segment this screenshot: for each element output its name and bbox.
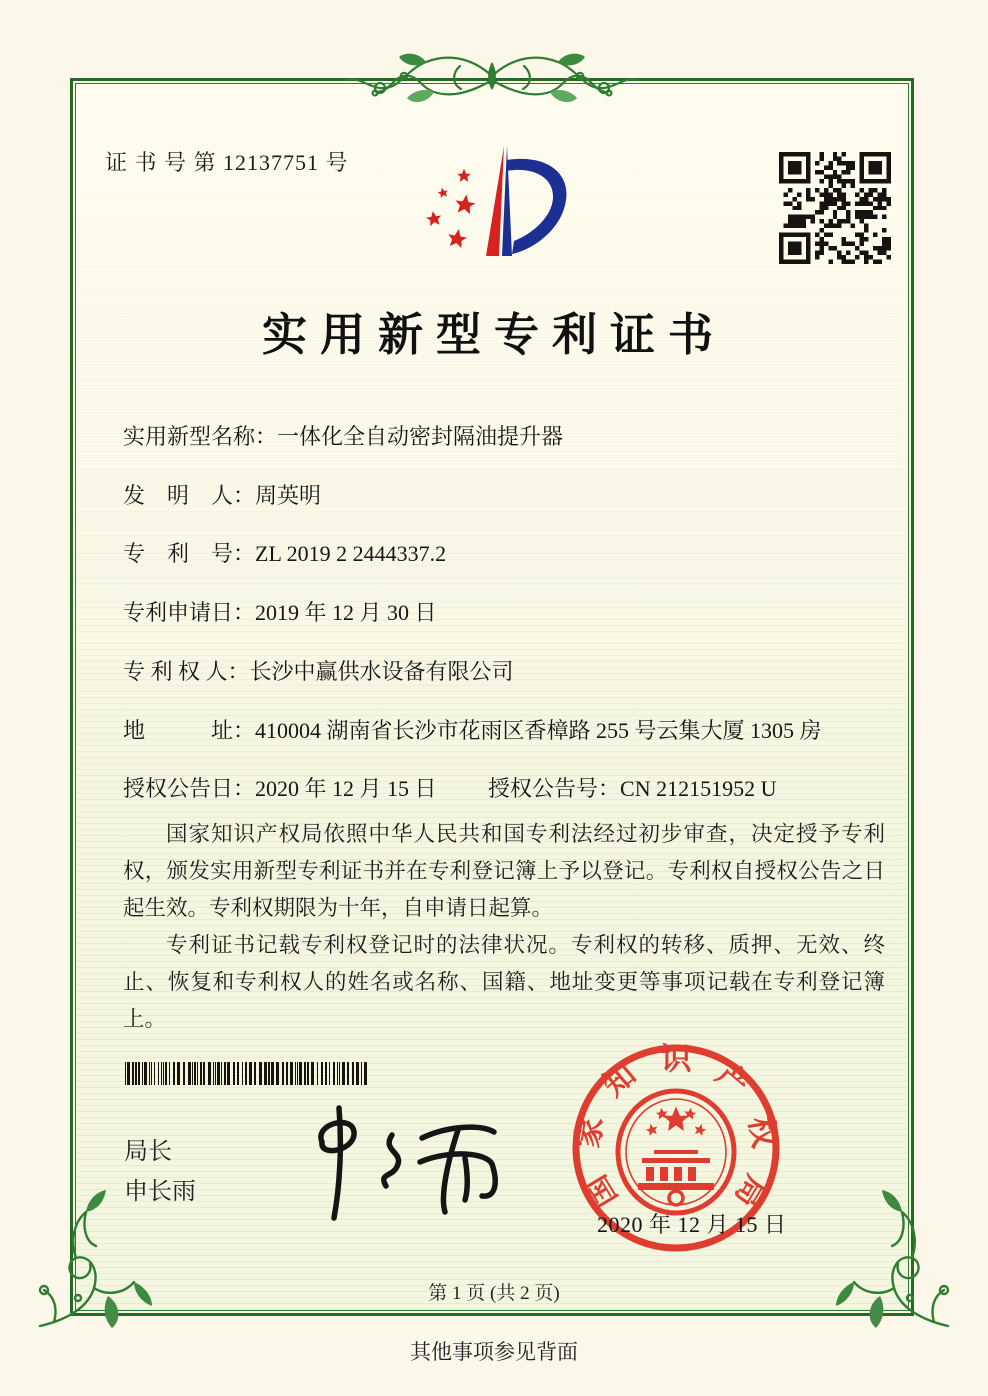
field-row-address — [123, 714, 893, 745]
field-label: 实用新型名称： — [123, 424, 278, 449]
legal-paragraph: 专利证书记载专利权登记时的法律状况。专利权的转移、质押、无效、终止、恢复和专利权人的姓名或名称、国籍、地址变更等事项记载在专利登记簿上。 — [123, 933, 885, 1031]
field-value: 长沙中赢供水设备有限公司 — [249, 659, 514, 684]
field-label: 专利申请日： — [123, 600, 256, 625]
field-label: 地 址： — [123, 718, 256, 743]
director-title: 局长 — [124, 1138, 172, 1165]
field-value: 周英明 — [255, 483, 322, 508]
grant-number-value: CN 212151952 U — [620, 776, 777, 801]
certificate-title: 实用新型专利证书 — [261, 310, 726, 360]
field-value: 2019 年 12 月 30 日 — [255, 600, 437, 625]
field-label: 发 明 人： — [123, 483, 256, 508]
grant-date-value: 2020 年 12 月 15 日 — [255, 776, 437, 801]
field-value: ZL 2019 2 2444337.2 — [255, 541, 447, 566]
field-label: 专 利 权 人： — [123, 659, 250, 684]
barcode — [125, 1062, 373, 1085]
grant-date-label: 授权公告日： — [123, 776, 256, 801]
grant-number-group — [488, 772, 776, 803]
grant-number-label: 授权公告号： — [488, 776, 621, 801]
corner-flourish-icon — [34, 1178, 166, 1330]
field-row-filing-date — [123, 596, 893, 627]
director-name: 申长雨 — [124, 1178, 196, 1205]
field-value: 410004 湖南省长沙市花雨区香樟路 255 号云集大厦 1305 房 — [255, 718, 822, 743]
legal-paragraph: 国家知识产权局依照中华人民共和国专利法经过初步审查，决定授予专利权，颁发实用新型专利证书并在专利登记簿上予以登记。专利权自授权公告之日起生效。专利权期限为十年，自申请日起算。 — [123, 822, 885, 920]
seal-date: 2020 年 12 月 15 日 — [597, 1212, 787, 1237]
corner-flourish-icon — [822, 1178, 954, 1330]
director-signature-icon — [262, 1100, 512, 1230]
field-label: 专 利 号： — [123, 541, 256, 566]
certificate-number: 证 书 号 第 12137751 号 — [105, 150, 349, 175]
legal-text — [123, 816, 885, 1038]
field-value: 一体化全自动密封隔油提升器 — [277, 424, 564, 449]
field-row-grant — [123, 772, 893, 803]
field-row-patentee — [123, 655, 893, 686]
cnipa-patent-logo-icon — [412, 136, 580, 286]
field-row-inventor — [123, 479, 893, 510]
back-note: 其他事项参见背面 — [410, 1340, 578, 1364]
field-row-name — [123, 420, 893, 451]
field-row-patent-number — [123, 537, 893, 568]
page-number: 第 1 页 (共 2 页) — [428, 1283, 560, 1304]
national-emblem-icon — [618, 1091, 734, 1213]
seal-ring-text: 国家知识产权局 — [569, 1041, 783, 1214]
qr-code — [779, 152, 891, 264]
top-scroll-ornament-icon — [342, 46, 642, 110]
